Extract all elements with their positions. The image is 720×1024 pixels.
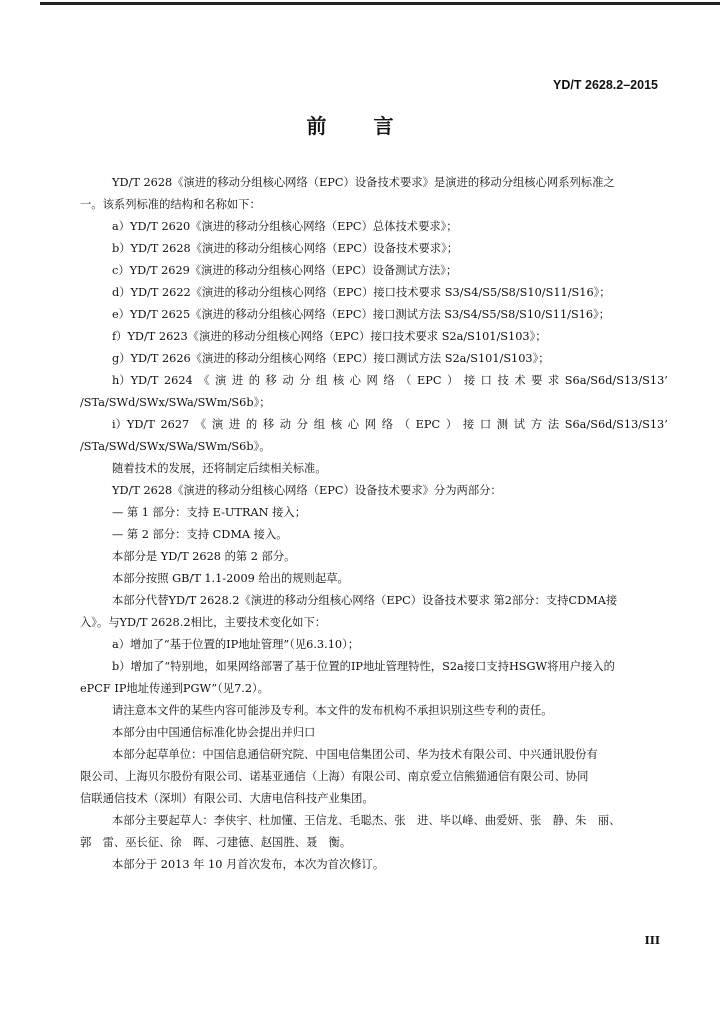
change-item-b-line: ePCF IP地址传递到PGW”（见7.2）。 [80,682,269,695]
series-item: d）YD/T 2622《演进的移动分组核心网络（EPC）接口技术要求 S3/S4/S5/S8/S10/S11/S16》； [112,286,611,299]
paragraph-intro-line: 一。该系列标准的结构和名称如下： [80,198,261,211]
part-item: — 第 1 部分：支持 E-UTRAN 接入； [112,506,306,519]
paragraph-future: 随着技术的发展，还将制定后续相关标准。 [112,462,327,475]
paragraph-drafters-line: 郭 雷、巫长征、徐 晖、刁建德、赵国胜、聂 衡。 [80,836,352,849]
series-item-h-line: /STa/SWd/SWx/SWa/SWm/S6b》； [80,396,271,409]
series-item-h-line: h）YD/T 2624 《 演 进 的 移 动 分 组 核 心 网 络 （ EPC ） 接 口 技 术 要 求 S6a/S6d/S13/S13’ [112,374,668,387]
series-item: g）YD/T 2626《演进的移动分组核心网络（EPC）接口测试方法 S2a/S101/S103》； [112,352,550,365]
paragraph-patent: 请注意本文件的某些内容可能涉及专利。本文件的发布机构不承担识别这些专利的责任。 [112,704,553,717]
document-code: YD/T 2628.2–2015 [553,78,658,92]
series-item: e）YD/T 2625《演进的移动分组核心网络（EPC）接口测试方法 S3/S4/S5/S8/S10/S11/S16》； [112,308,611,321]
paragraph-units-line: 本部分起草单位：中国信息通信研究院、中国电信集团公司、华为技术有限公司、中兴通讯股份有 [112,748,598,761]
paragraph-release: 本部分于 2013 年 10 月首次发布，本次为首次修订。 [112,858,385,871]
paragraph-drafting-rules: 本部分按照 GB/T 1.1-2009 给出的规则起草。 [112,572,349,585]
series-item: f）YD/T 2623《演进的移动分组核心网络（EPC）接口技术要求 S2a/S101/S103》； [112,330,547,343]
paragraph-proposer: 本部分由中国通信标准化协会提出并归口 [112,726,316,739]
paragraph-units-line: 信联通信技术（深圳）有限公司、大唐电信科技产业集团。 [80,792,374,805]
part-item: — 第 2 部分：支持 CDMA 接入。 [112,528,288,541]
page-number: III [644,934,660,947]
series-item: c）YD/T 2629《演进的移动分组核心网络（EPC）设备测试方法》； [112,264,458,277]
paragraph-intro-line: YD/T 2628《演进的移动分组核心网络（EPC）设备技术要求》是演进的移动分组核心网系列标准之 [112,176,615,189]
series-item: a）YD/T 2620《演进的移动分组核心网络（EPC）总体技术要求》； [112,220,458,233]
paragraph-replace-line: 本部分代替YD/T 2628.2《演进的移动分组核心网络（EPC）设备技术要求 第2部分：支持CDMA接 [112,594,618,607]
change-item-b-line: b）增加了“特别地，如果网络部署了基于位置的IP地址管理特性，S2a接口支持HSGW将用户接入的 [112,660,615,673]
paragraph-units-line: 限公司、上海贝尔股份有限公司、诺基亚通信（上海）有限公司、南京爱立信熊猫通信有限公司、协同 [80,770,589,783]
top-rule [40,2,720,5]
foreword-body [80,172,668,876]
series-item-i-line: i）YD/T 2627 《 演 进 的 移 动 分 组 核 心 网 络 （ EPC ） 接 口 测 试 方 法 S6a/S6d/S13/S13’ [112,418,668,431]
series-item-i-line: /STa/SWd/SWx/SWa/SWm/S6b》。 [80,440,271,453]
paragraph-drafters-line: 本部分主要起草人：李侠宇、杜加懂、王信龙、毛聪杰、张 进、毕以峰、曲爱妍、张 静、朱 丽、 [112,814,621,827]
change-item-a: a）增加了“基于位置的IP地址管理”（见6.3.10）； [112,638,360,651]
paragraph-replace-line: 入》。与YD/T 2628.2相比，主要技术变化如下： [80,616,327,629]
paragraph-this-part: 本部分是 YD/T 2628 的第 2 部分。 [112,550,296,563]
series-item: b）YD/T 2628《演进的移动分组核心网络（EPC）设备技术要求》； [112,242,459,255]
paragraph-parts: YD/T 2628《演进的移动分组核心网络（EPC）设备技术要求》分为两部分： [112,484,502,497]
page-title: 前 言 [306,114,414,138]
